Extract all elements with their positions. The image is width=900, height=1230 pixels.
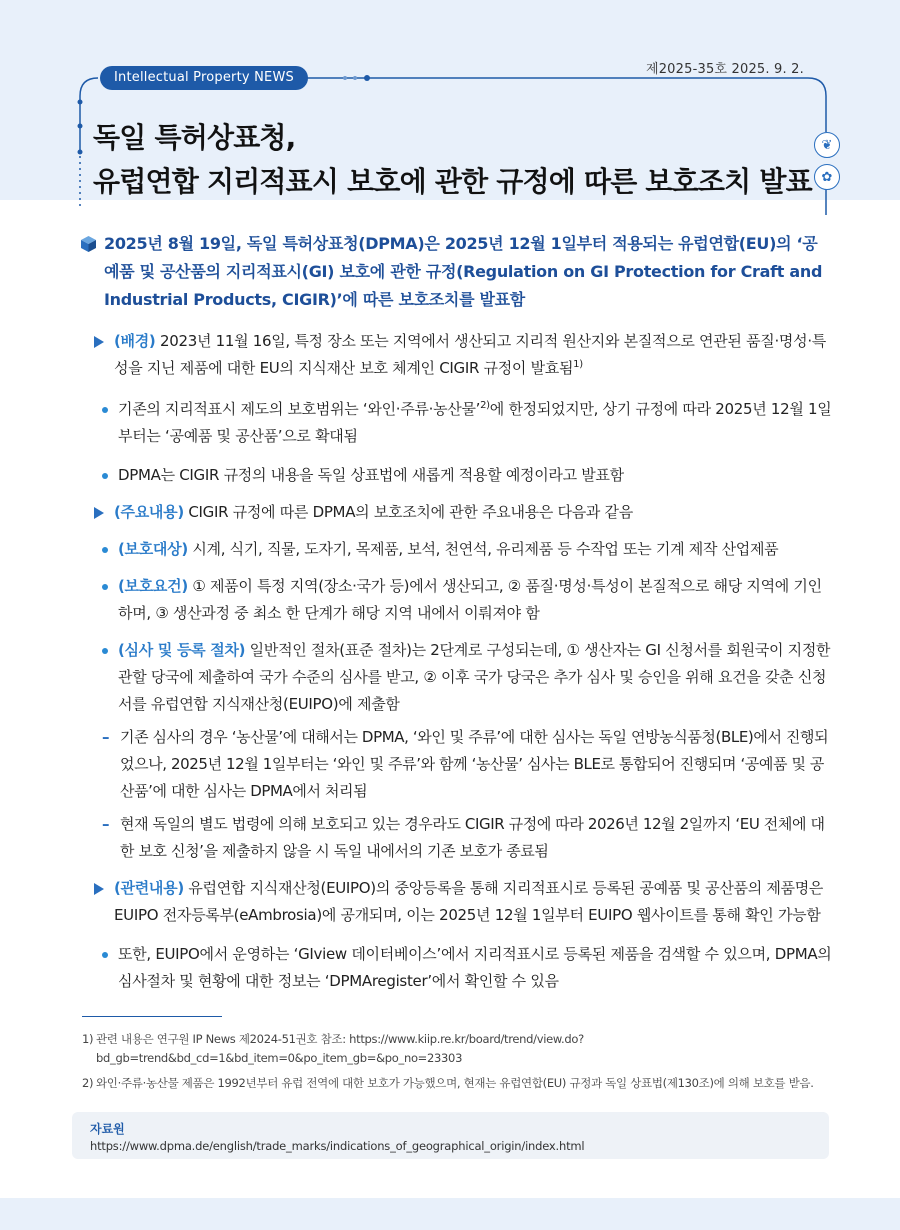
newsletter-badge: Intellectual Property NEWS	[100, 66, 308, 90]
flower-icon: ✿	[814, 164, 840, 190]
dot-bullet-icon	[102, 547, 108, 553]
source-box	[72, 1112, 829, 1159]
title-line-2: 유럽연합 지리적표시 보호에 관한 규정에 따른 보호조치 발표	[93, 165, 812, 198]
main-content-section: (주요내용) CIGIR 규정에 따른 DPMA의 보호조치에 관한 주요내용은 다음과 같음	[78, 499, 832, 526]
dash-bullet: –	[102, 815, 110, 833]
footnote-1: 1) 관련 내용은 연구원 IP News 제2024-51권호 참조: https://www.kiip.re.kr/board/trend/view.do?bd_gb=trend&bd_cd=1&bd_item=0&po_item_gb=&po_no=23303	[82, 1032, 584, 1065]
list-item: (보호요건) ① 제품이 특정 지역(장소·국가 등)에서 생산되고, ② 품질·명성·특성이 본질적으로 해당 지역에 기인하며, ③ 생산과정 중 최소 한 단계가 해당 지역 내에서 이뤄져야 함	[78, 573, 832, 627]
triangle-bullet-icon	[94, 336, 104, 348]
triangle-bullet-icon	[94, 883, 104, 895]
list-item: (보호대상) 시계, 식기, 직물, 도자기, 목제품, 보석, 천연석, 유리제품 등 수작업 또는 기계 제작 산업제품	[78, 536, 832, 563]
issue-number-date: 제2025-35호 2025. 9. 2.	[645, 62, 804, 77]
page-title	[93, 116, 812, 204]
source-link[interactable]: https://www.dpma.de/english/trade_marks/indications_of_geographical_origin/index.html	[90, 1139, 585, 1153]
protection-target-label: (보호대상)	[118, 540, 188, 558]
list-item: (심사 및 등록 절차) 일반적인 절차(표준 절차)는 2단계로 구성되는데, ① 생산자는 GI 신청서를 회원국이 지정한 관할 당국에 제출하여 국가 수준의 심사를 받고, ② 이후 국가 당국은 추가 심사 및 승인을 위해 요건을 갖춘 신청서를 유럽연합 지식재산청(EUIPO)에 제출함	[78, 637, 832, 718]
list-item: 또한, EUIPO에서 운영하는 ‘GIview 데이터베이스’에서 지리적표시로 등록된 제품을 검색할 수 있으며, DPMA의 심사절차 및 현황에 대한 정보는 ‘DPMAregister’에서 확인할 수 있음	[78, 941, 832, 995]
dot-bullet-icon	[102, 584, 108, 590]
background-text: 2023년 11월 16일, 특정 장소 또는 지역에서 생산되고 지리적 원산지와 본질적으로 연관된 품질·명성·특성을 지닌 제품에 대한 EU의 지식재산 보호 체계인 CIGIR 규정이 발효됨	[114, 332, 826, 377]
background-section	[78, 328, 832, 382]
source-label: 자료원	[90, 1122, 125, 1136]
lead-paragraph	[78, 230, 832, 314]
title-line-1: 독일 특허상표청,	[93, 121, 296, 154]
list-item: DPMA는 CIGIR 규정의 내용을 독일 상표법에 새롭게 적용할 예정이라고 발표함	[78, 462, 832, 489]
related-content-label: (관련내용)	[114, 879, 184, 897]
dot-bullet-icon	[102, 473, 108, 479]
dot-bullet-icon	[102, 648, 108, 654]
footnote-2: 2) 와인·주류·농산물 제품은 1992년부터 유럽 전역에 대한 보호가 가능했으며, 현재는 유럽연합(EU) 규정과 독일 상표법(제130조)에 의해 보호를 받음.	[82, 1076, 814, 1090]
footnote-ref-1: 1)	[573, 359, 583, 370]
footer-background	[0, 1198, 900, 1230]
footnotes	[82, 1030, 830, 1099]
main-content-label: (주요내용)	[114, 503, 184, 521]
lead-text: 2025년 8월 19일, 독일 특허상표청(DPMA)은 2025년 12월 1일부터 적용되는 유럽연합(EU)의 ‘공예품 및 공산품의 지리적표시(GI) 보호에 관한 규정(Regulation on GI Protection for Craft and Industrial Products, CIGIR)’에 따른 보호조치를 발표함	[104, 234, 823, 309]
dot-bullet-icon	[102, 407, 108, 413]
background-label: (배경)	[114, 332, 156, 350]
triangle-bullet-icon	[94, 507, 104, 519]
footnote-divider	[82, 1016, 222, 1017]
related-content-section: (관련내용) 유럽연합 지식재산청(EUIPO)의 중앙등록을 통해 지리적표시로 등록된 공예품 및 공산품의 제품명은 EUIPO 전자등록부(eAmbrosia)에 공개되며, 이는 2025년 12월 1일부터 EUIPO 웹사이트를 통해 확인 가능함	[78, 875, 832, 929]
article-body	[78, 230, 832, 995]
footnote-ref-2: 2)	[480, 400, 490, 411]
leaf-icon: ❦	[814, 132, 840, 158]
list-item: 기존의 지리적표시 제도의 보호범위는 ‘와인·주류·농산물’$^{2)}$에 한정되었지만, 상기 규정에 따라 2025년 12월 1일부터는 ‘공예품 및 공산품’으로 확대됨	[78, 396, 832, 450]
sub-list-item: – 현재 독일의 별도 법령에 의해 보호되고 있는 경우라도 CIGIR 규정에 따라 2026년 12월 2일까지 ‘EU 전체에 대한 보호 신청’을 제출하지 않을 시 독일 내에서의 기존 보호가 종료됨	[78, 811, 832, 865]
dot-bullet-icon	[102, 952, 108, 958]
cube-bullet-icon	[81, 236, 96, 252]
sub-list-item: – 기존 심사의 경우 ‘농산물’에 대해서는 DPMA, ‘와인 및 주류’에 대한 심사는 독일 연방농식품청(BLE)에서 진행되었으나, 2025년 12월 1일부터는 ‘와인 및 주류’와 함께 ‘농산물’ 심사는 BLE로 통합되어 진행되며 ‘공예품 및 공산품’에 대한 심사는 DPMA에서 처리됨	[78, 724, 832, 805]
dash-bullet: –	[102, 728, 110, 746]
procedure-label: (심사 및 등록 절차)	[118, 641, 246, 659]
protection-requirements-label: (보호요건)	[118, 577, 188, 595]
